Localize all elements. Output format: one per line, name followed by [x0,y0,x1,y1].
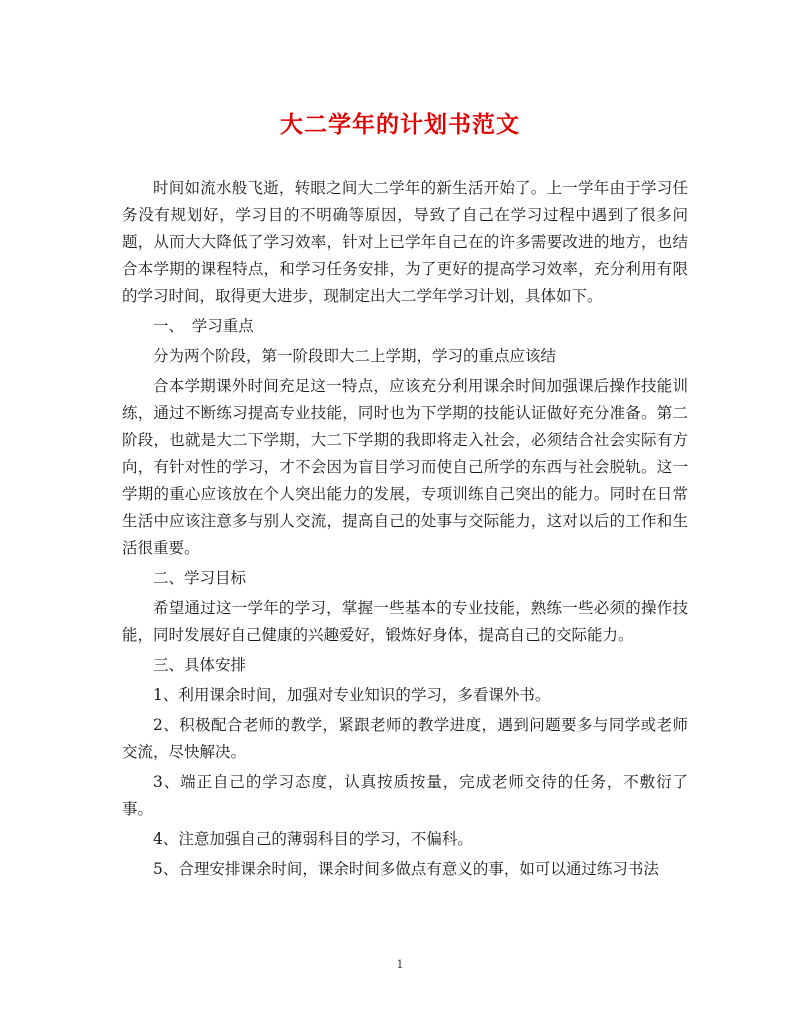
section-heading-arrangement: 三、具体安排 [153,656,247,674]
intro-paragraph: 时间如流水般飞逝，转眼之间大二学年的新生活开始了。上一学年由于学习任务没有规划好，学习目的不明确等原因，导致了自己在学习过程中遇到了很多问题，从而大大降低了学习效率，针对上已学年自己在的许多需要改进的地方，也结合本学期的课程特点，和学习任务安排，为了更好的提高学习效率，充分利用有限的学习时间，取得更大进步，现制定出大二学年学习计划，具体如下。 [122,179,688,305]
paragraph-stages: 分为两个阶段，第一阶段即大二上学期，学习的重点应该结 [153,347,557,365]
section-heading-focus: 一、 学习重点 [153,317,254,335]
section-heading-goals: 二、学习目标 [153,569,247,587]
list-item: 5、合理安排课余时间，课余时间多做点有意义的事，如可以通过练习书法 [153,860,659,878]
list-item: 4、注意加强自己的薄弱科目的学习，不偏科。 [153,830,473,848]
document-body [122,175,688,883]
paragraph-stages-detail: 合本学期课外时间充足这一特点，应该充分利用课余时间加强课后操作技能训练，通过不断练习提高专业技能，同时也为下学期的技能认证做好充分准备。第二阶段，也就是大二下学期，大二下学期的我即将走入社会，必须结合社会实际有方向，有针对性的学习，才不会因为盲目学习而使自己所学的东西与社会脱轨。这一学期的重心应该放在个人突出能力的发展，专项训练自己突出的能力。同时在日常生活中应该注意多与别人交流，提高自己的处事与交际能力，这对以后的工作和生活很重要。 [122,377,688,557]
page-title: 大二学年的计划书范文 [280,111,520,138]
list-item: 1、利用课余时间，加强对专业知识的学习，多看课外书。 [153,686,551,704]
list-item: 3、端正自己的学习态度，认真按质按量，完成老师交待的任务，不敷衍了事。 [122,773,688,818]
paragraph-goals: 希望通过这一学年的学习，掌握一些基本的专业技能，熟练一些必须的操作技能，同时发展好自己健康的兴趣爱好，锻炼好身体，提高自己的交际能力。 [122,599,688,644]
list-item: 2、积极配合老师的教学，紧跟老师的教学进度，遇到问题要多与同学或老师交流，尽快解决。 [122,716,688,761]
page-number: 1 [396,958,404,971]
